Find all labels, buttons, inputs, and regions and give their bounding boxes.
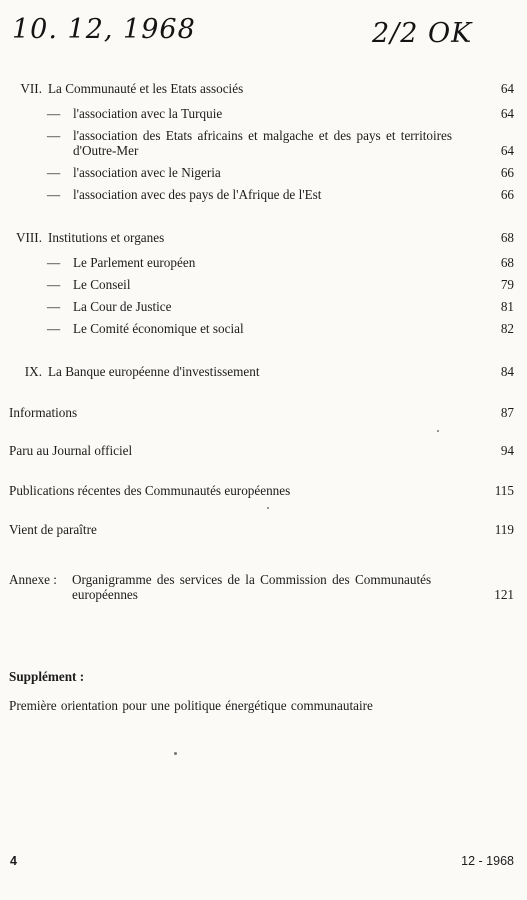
toc-section-heading	[8, 81, 243, 96]
page-number: 68	[500, 255, 514, 270]
page-number: 121	[494, 587, 514, 602]
entry-text: Paru au Journal officiel	[9, 443, 133, 458]
handwritten-date: 10. 12, 1968	[12, 14, 196, 45]
page-number: 81	[500, 299, 514, 314]
section-title: La Communauté et les Etats associés	[48, 81, 244, 96]
scan-speck	[267, 507, 269, 509]
toc-section-heading	[8, 230, 164, 245]
scan-speck	[174, 752, 177, 755]
item-text: l'association avec la Turquie	[73, 106, 223, 121]
item-text: Le Parlement européen	[73, 255, 196, 270]
toc-item: — Le Comité économique et social	[47, 321, 244, 336]
toc-item: — Le Parlement européen	[47, 255, 196, 270]
section-numeral: VIII.	[16, 230, 42, 245]
scan-speck	[437, 430, 439, 432]
toc-section-heading	[8, 364, 259, 379]
footer-issue: 12 - 1968	[461, 854, 514, 868]
toc-entry-annexe	[9, 572, 477, 602]
page-number: 119	[494, 522, 514, 537]
section-numeral: VII.	[20, 81, 42, 96]
section-title: Institutions et organes	[48, 230, 165, 245]
entry-text: Vient de paraître	[9, 522, 97, 537]
item-text: l'association avec des pays de l'Afrique de l'Est	[73, 187, 322, 202]
toc-item: — Le Conseil	[47, 277, 131, 292]
annexe-text: Organigramme des services de la Commission des Communautés européennes	[72, 572, 432, 602]
toc-entry-publications	[9, 483, 290, 498]
toc-entry-vient-de-paraitre	[9, 522, 97, 537]
page-number: 94	[500, 443, 514, 458]
annexe-label: Annexe :	[9, 572, 57, 587]
page-number: 66	[500, 187, 514, 202]
page-number: 115	[494, 483, 514, 498]
entry-text: Informations	[9, 405, 78, 420]
page-number: 68	[500, 230, 514, 245]
item-text: l'association des Etats africains et malgache et des pays et territoires d'Outre-Mer	[73, 128, 453, 158]
item-text: Le Conseil	[73, 277, 131, 292]
toc-entry-informations	[9, 405, 77, 420]
item-text: La Cour de Justice	[73, 299, 172, 314]
item-text: l'association avec le Nigeria	[73, 165, 221, 180]
page-number: 66	[500, 165, 514, 180]
toc-entry-journal-officiel	[9, 443, 132, 458]
toc-item: — l'association des Etats africains et malgache et des pays et territoires d'Outre-Mer	[47, 128, 498, 158]
page-number: 87	[500, 405, 514, 420]
entry-text: Publications récentes des Communautés européennes	[9, 483, 291, 498]
toc-item: — La Cour de Justice	[47, 299, 172, 314]
toc-item: — l'association avec la Turquie	[47, 106, 223, 121]
page-number: 84	[500, 364, 514, 379]
page-number: 82	[500, 321, 514, 336]
page-number: 79	[500, 277, 514, 292]
handwritten-mark: 2/2 OK	[372, 18, 473, 49]
section-title: La Banque européenne d'investissement	[48, 364, 260, 379]
toc-item: — l'association avec des pays de l'Afrique de l'Est	[47, 187, 322, 202]
section-numeral: IX.	[24, 364, 42, 379]
footer-page-number: 4	[10, 854, 17, 868]
page-number: 64	[500, 81, 514, 96]
page-number: 64	[500, 106, 514, 121]
page-number: 64	[500, 143, 514, 158]
item-text: Le Comité économique et social	[73, 321, 244, 336]
toc-item: — l'association avec le Nigeria	[47, 165, 221, 180]
supplement-heading: Supplément :	[9, 669, 85, 684]
supplement-text: Première orientation pour une politique énergétique communautaire	[9, 698, 373, 713]
